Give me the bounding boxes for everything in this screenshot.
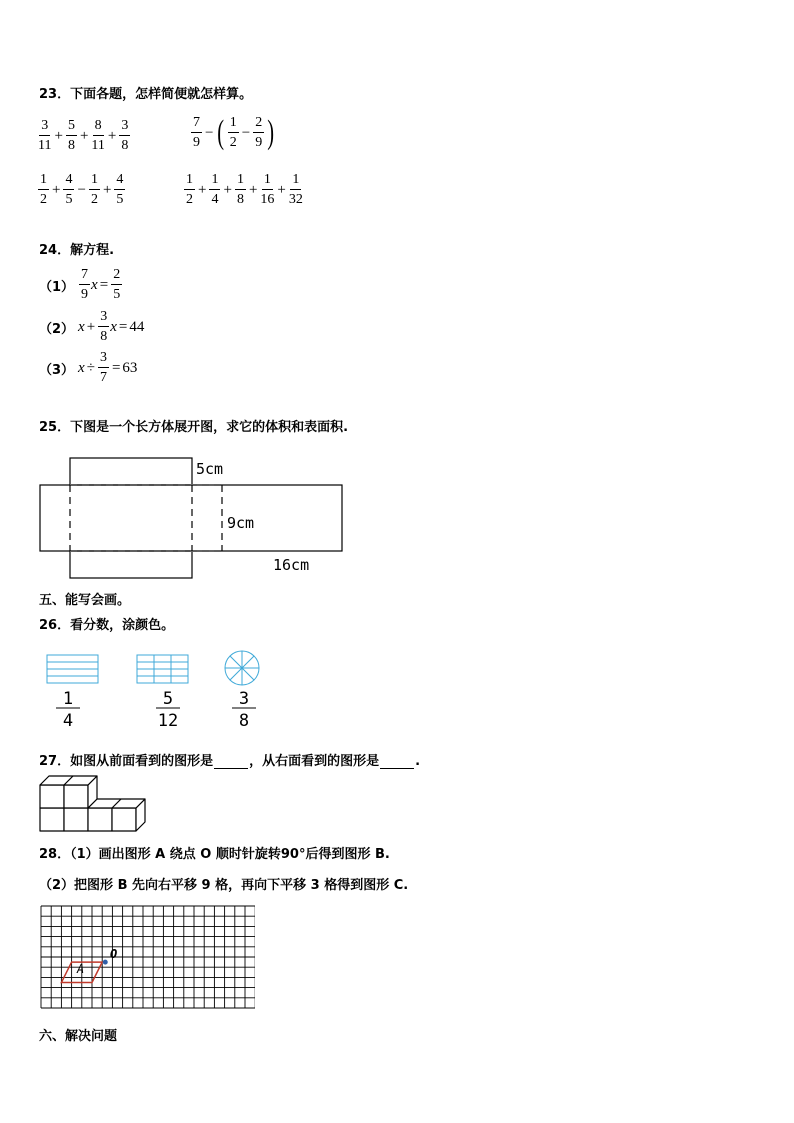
section-6-heading: 六、解决问题 (39, 1029, 118, 1044)
fraction-numerator: 5 (162, 689, 174, 709)
fraction-numerator: 3 (238, 689, 250, 709)
q25-title: 25．下图是一个长方体展开图，求它的体积和表面积. (39, 420, 349, 435)
dim-height-label: 9cm (227, 514, 255, 532)
net-bottom-face (70, 551, 192, 578)
q23-expression-3: $\frac{1}{2}$ + $\frac{4}{5}$ − $\frac{1}{2}$ + $\frac{4}{5}$ (40, 172, 124, 207)
q24-title: 24．解方程. (39, 243, 115, 258)
fraction-numerator: 1 (62, 689, 74, 709)
q23-expression-2: $\frac{7}{9}$ − ( $\frac{1}{2}$ − $\frac{2}{9}$ ) (193, 114, 275, 151)
fraction-denominator: 12 (157, 711, 179, 731)
fraction-denominator: 8 (238, 711, 250, 731)
point-o-label: O (110, 947, 118, 961)
q23-expression-4: $\frac{1}{2}$ + $\frac{1}{4}$ + $\frac{1}{8}$ + $\frac{1}{16}$ + $\frac{1}{32}$ (186, 172, 303, 207)
q23-title: 23．下面各题，怎样简便就怎样算。 (39, 87, 253, 102)
answer-blank-front[interactable] (214, 768, 248, 769)
q26-title: 26．看分数，涂颜色。 (39, 618, 175, 633)
point-o (103, 960, 108, 965)
net-top-face (70, 458, 192, 485)
q24-equation-3: （3） x ÷ $\frac{3}{7}$ = 63 (39, 350, 138, 385)
q27-question: 27．如图从前面看到的图形是 ，从右面看到的图形是 . (39, 754, 421, 769)
cube-stack-diagram (37, 775, 157, 835)
net-main-strip (40, 485, 342, 551)
fraction-shapes (0, 640, 794, 740)
q28-part-2: （2）把图形 B 先向右平移 9 格，再向下平移 3 格得到图形 C. (39, 878, 409, 893)
dim-width-label: 5cm (196, 460, 224, 478)
shape-a-label: A (77, 962, 85, 976)
q28-part-1: 28．（1）画出图形 A 绕点 O 顺时针旋转90°后得到图形 B. (39, 847, 390, 862)
answer-blank-right[interactable] (380, 768, 414, 769)
fraction-denominator: 4 (62, 711, 74, 731)
section-5-heading: 五、能写会画。 (39, 593, 131, 608)
q24-equation-2: （2） x + $\frac{3}{8}$ x = 44 (39, 309, 145, 344)
dim-length-label: 16cm (273, 556, 310, 574)
square-grid (40, 905, 255, 1015)
q24-equation-1: （1） $\frac{7}{9}$ x = $\frac{2}{5}$ (39, 267, 121, 302)
q23-expression-1: $\frac{3}{11}$ + $\frac{5}{8}$ + $\frac{8}{11}$ + $\frac{3}{8}$ (38, 118, 129, 153)
